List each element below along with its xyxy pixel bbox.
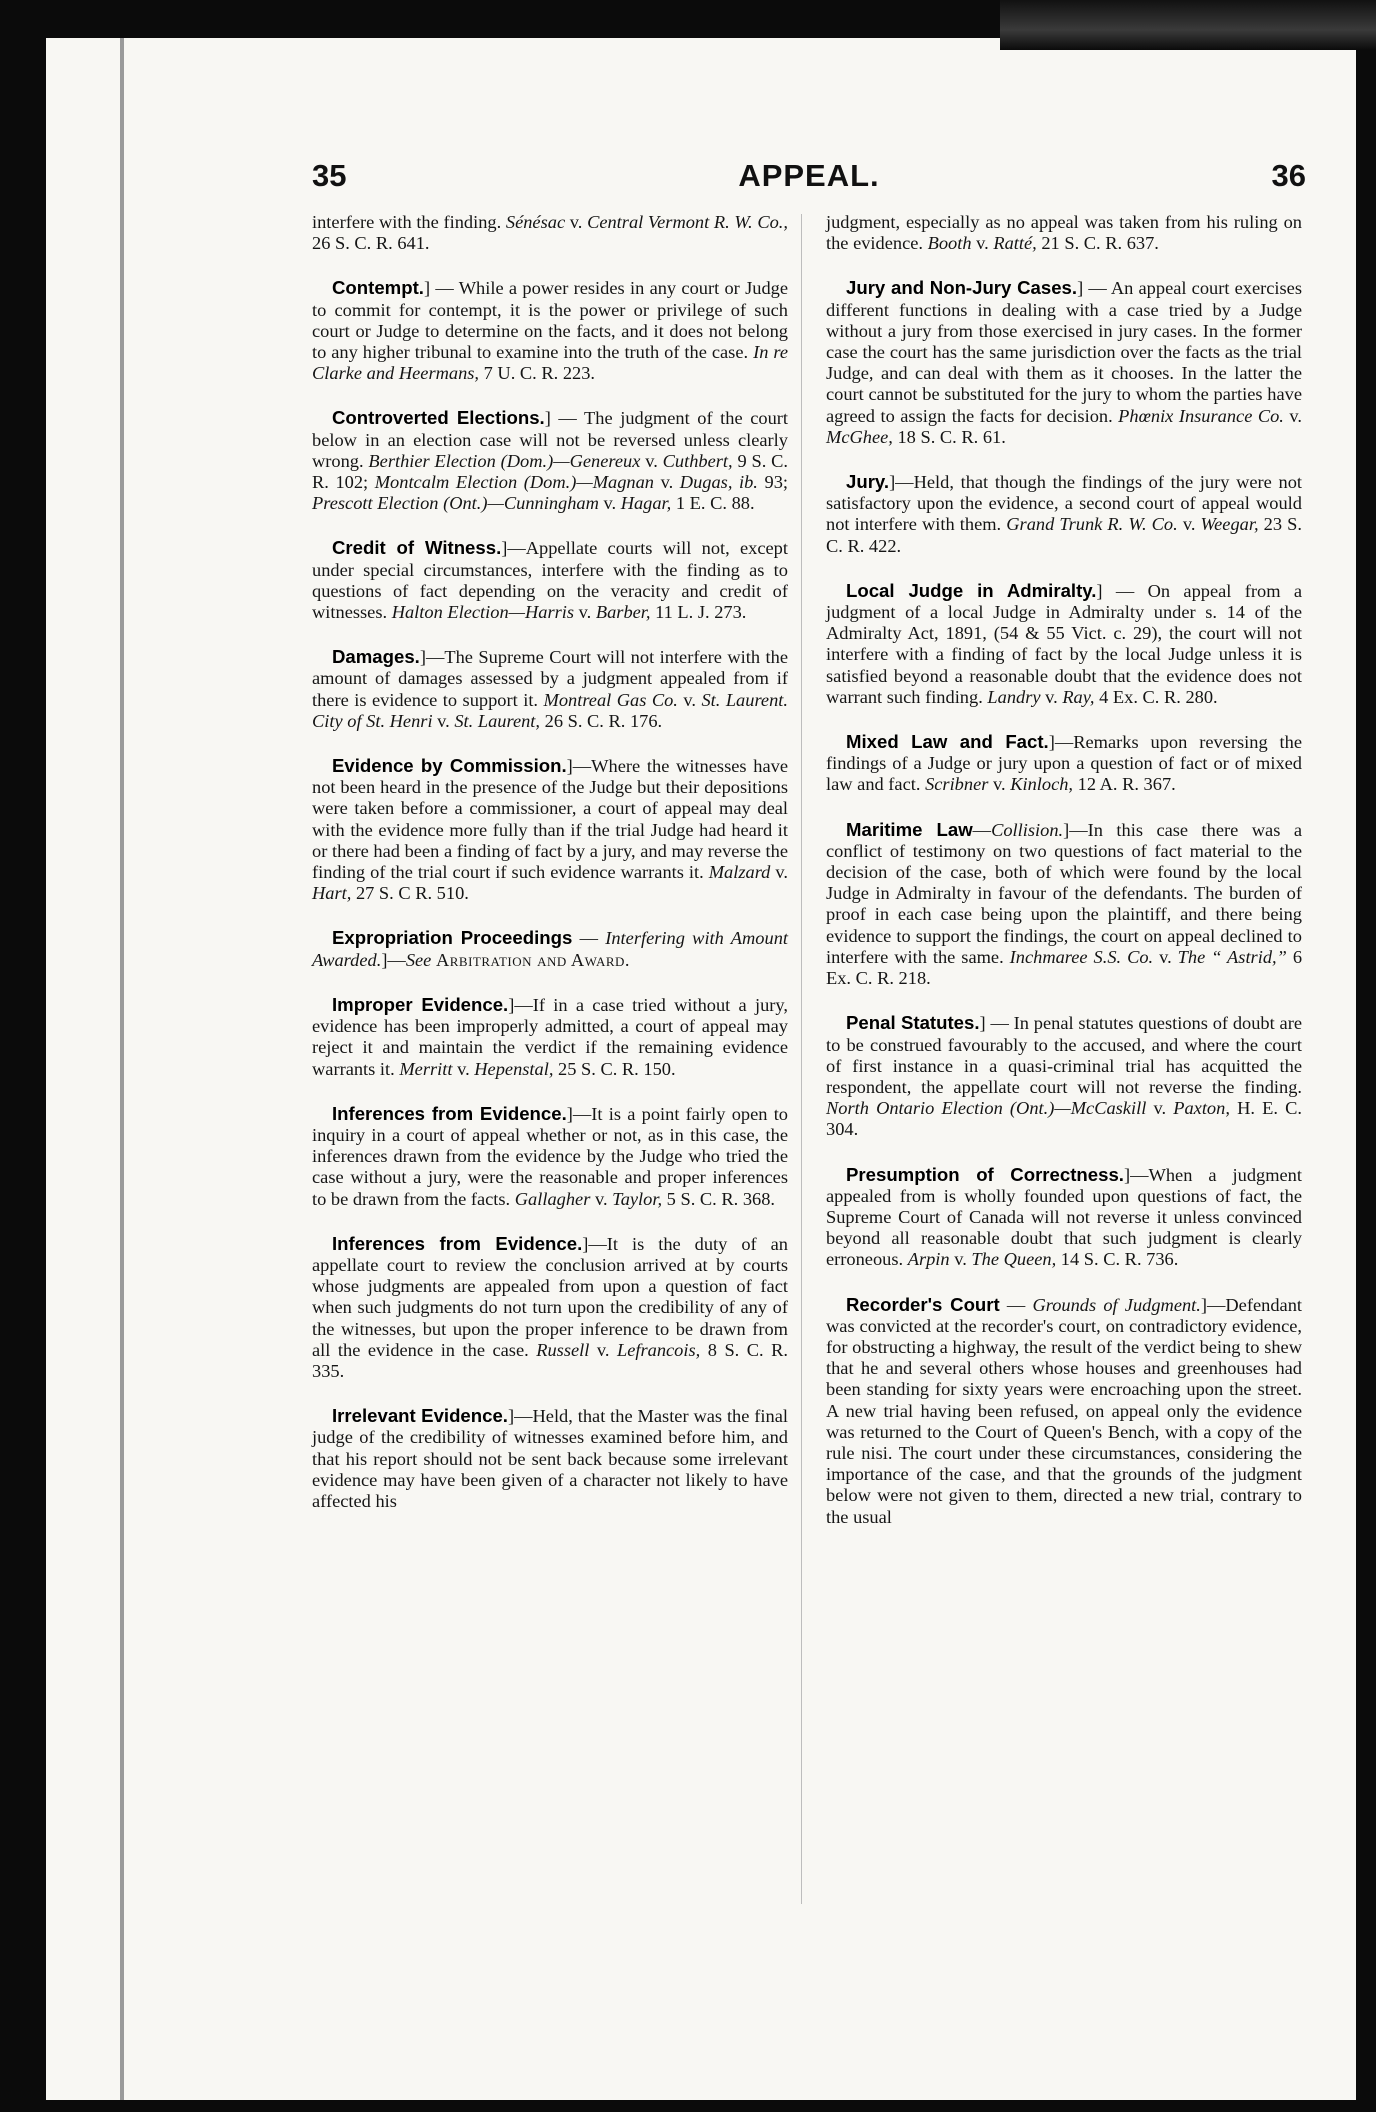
entry-text: — <box>572 928 606 949</box>
entry-text: ]—When a judgment appealed from is wholly founded upon questions of fact, the Supreme Court of Canada will not reverse it unless convinced beyond all reasonable doubt that such judgment is clearly erroneous. <box>826 1164 1302 1270</box>
entry-heading: Inferences from Evidence. <box>332 1232 583 1254</box>
case-citation: Scribner <box>925 774 989 795</box>
entry-heading: Mixed Law and Fact. <box>846 731 1049 753</box>
digest-entry <box>826 1294 1302 1528</box>
entry-text: v. <box>971 233 994 254</box>
entry-heading: Contempt. <box>332 277 424 299</box>
entry-heading: Jury and Non-Jury Cases. <box>846 277 1078 299</box>
entry-text: ] — The judgment of the court below in an election case will not be reversed unless clearly wrong. <box>312 408 789 471</box>
continued-paragraph <box>826 212 1302 254</box>
entry-text: ]—It is the duty of an appellate court to review the conclusion arrived at by courts whose judgments are appealed from upon a question of fact when such judgments do not turn upon the credibility of any of the witnesses, but upon the proper inference to be drawn from all the evidence in the case. <box>312 1233 789 1360</box>
digest-entry <box>312 537 788 623</box>
entry-text: 1 E. C. 88. <box>671 493 755 514</box>
cross-reference: Arbitration and Award. <box>435 949 631 970</box>
case-citation: Taylor, <box>612 1188 663 1209</box>
entry-text: interfere with the finding. <box>312 212 506 232</box>
case-citation: Interfering with Amount Awarded. <box>312 928 788 970</box>
case-citation: The Queen, <box>971 1249 1057 1270</box>
page-number-right: 36 <box>1271 158 1306 193</box>
case-citation: Central Vermont R. W. Co., <box>587 212 788 232</box>
entry-text: 11 L. J. 273. <box>650 602 747 623</box>
entry-heading: Irrelevant Evidence. <box>332 1405 508 1427</box>
entry-text: v. <box>654 472 680 493</box>
entry-text: v. <box>1153 946 1178 967</box>
entry-text: v. <box>988 774 1011 795</box>
entry-text: v. <box>589 1339 617 1360</box>
case-citation: Cuthbert, <box>662 450 733 471</box>
case-citation: Collision. <box>991 819 1064 840</box>
entry-text: ] — An appeal court exercises different functions in dealing with a case tried by a Judge without a jury from those exercised in jury cases. In the former case the court has the same jurisdiction over the facts as the trial Judge, and can deal with them as it chooses. In the latter the court cannot be substituted for the jury to whom the parties have agreed to assign the facts for decision. <box>826 278 1302 426</box>
continued-paragraph <box>312 212 788 254</box>
case-citation: Paxton, <box>1173 1098 1230 1119</box>
case-citation: Ratté, <box>993 233 1037 254</box>
entry-text: 7 U. C. R. 223. <box>479 363 596 384</box>
digest-entry <box>826 1164 1302 1271</box>
digest-entry <box>312 277 788 384</box>
case-citation: Grounds of Judgment. <box>1032 1294 1201 1315</box>
case-citation: Hepenstal, <box>474 1058 554 1079</box>
entry-text: v. <box>1040 686 1063 707</box>
running-title: APPEAL. <box>738 158 880 193</box>
entry-text: ] — While a power resides in any court or Judge to commit for contempt, it is the power or privilege of such court or Judge to determine on the facts, and it does not belong to any higher tribunal to examine into the truth of the case. <box>312 278 788 363</box>
digest-entry <box>312 1233 788 1382</box>
entry-text: 23 S. C. R. 422. <box>826 514 1302 556</box>
entry-heading: Expropriation Proceedings <box>332 927 573 949</box>
digest-entry <box>312 927 788 970</box>
entry-text: v. <box>565 212 588 232</box>
entry-text: v. <box>677 689 702 710</box>
entry-text: 12 A. R. 367. <box>1073 774 1176 795</box>
entry-text: 25 S. C. R. 150. <box>553 1058 676 1079</box>
entry-text: v. <box>452 1058 475 1079</box>
entry-text: ]—Held, that though the findings of the jury were not satisfactory upon the evidence, a second court of appeal would not interfere with them. <box>826 472 1302 535</box>
digest-entry <box>312 994 788 1080</box>
entry-text: 8 S. C. R. 335. <box>312 1339 789 1381</box>
case-citation: Grand Trunk R. W. Co. <box>1006 514 1178 535</box>
right-column <box>826 212 1302 1551</box>
case-citation: Weegar, <box>1200 514 1259 535</box>
binding-shadow <box>120 38 124 2100</box>
case-citation: St. Laurent, <box>454 710 541 731</box>
case-citation: Ray, <box>1062 686 1095 707</box>
entry-text: — <box>999 1294 1033 1315</box>
case-citation: Merritt <box>399 1058 453 1079</box>
entry-text: v. <box>598 493 621 514</box>
digest-entry <box>826 731 1302 796</box>
case-citation: Montcalm Election (Dom.)—Magnan <box>374 472 655 493</box>
case-citation: Prescott Election (Ont.)—Cunningham <box>312 493 599 514</box>
case-citation: In re Clarke and Heermans, <box>312 342 788 384</box>
page-number-left: 35 <box>312 158 347 193</box>
entry-text: ]—Held, that the Master was the final judge of the credibility of witnesses examined before him, and that his report should not be sent back because some irrelevant evidence may have been given of a character not likely to have affected his <box>312 1406 788 1511</box>
entry-heading: Credit of Witness. <box>332 537 502 559</box>
entry-text: v. <box>1177 514 1201 535</box>
entry-text: 5 S. C. R. 368. <box>662 1188 775 1209</box>
entry-text: 14 S. C. R. 736. <box>1056 1249 1179 1270</box>
column-divider <box>801 214 802 1904</box>
entry-text: ]—The Supreme Court will not interfere with the amount of damages assessed by a judgment appealed from if there is evidence to support it. <box>312 647 788 710</box>
case-citation: Lefrancois, <box>616 1339 701 1360</box>
case-citation: Gallagher <box>514 1188 591 1209</box>
entry-text: ] — On appeal from a judgment of a local Judge in Admiralty under s. 14 of the Admiralty Act, 1891, (54 & 55 Vict. c. 29), the court will not interfere with a finding of fact by the local Judge unless it is satisfied beyond a reasonable doubt that the evidence does not warrant such finding. <box>826 580 1302 707</box>
case-citation: Dugas, ib. <box>679 472 758 493</box>
case-citation: North Ontario Election (Ont.)—McCaskill <box>826 1098 1147 1119</box>
entry-text: ]—Where the witnesses have not been heard in the presence of the Judge but their depositions were taken before a commissioner, a court of appeal may deal with the evidence more fully than if the trial Judge had heard it or there had been a finding of fact by a jury, and may reverse the finding of the trial court if such evidence warrants it. <box>312 756 788 883</box>
case-citation: Kinloch, <box>1010 774 1074 795</box>
entry-heading: Damages. <box>332 646 420 668</box>
entry-text: judgment, especially as no appeal was taken from his ruling on the evidence. <box>826 212 1302 254</box>
entry-text: v. <box>1283 405 1302 426</box>
case-citation: Inchmaree S.S. Co. <box>1009 946 1154 967</box>
case-citation: Malzard <box>708 862 771 883</box>
entry-text: ]—In this case there was a conflict of testimony on two questions of fact material to the decision of the case, both of which were found by the local Judge in Admiralty in favour of the defendants. The burden of proof in each case being upon the plaintiff, and there being evidence to support the findings, the court on appeal declined to interfere with the same. <box>826 819 1303 967</box>
entry-heading: Penal Statutes. <box>846 1012 980 1034</box>
digest-entry <box>826 471 1302 557</box>
left-column <box>312 212 788 1535</box>
entry-text: v. <box>949 1249 972 1270</box>
entry-text: v. <box>640 450 663 471</box>
digest-entry <box>826 277 1302 448</box>
entry-text: v. <box>770 862 788 883</box>
digest-entry <box>826 819 1302 990</box>
entry-heading: Evidence by Commission. <box>332 755 567 777</box>
entry-text: 9 S. C. R. 102; <box>312 450 788 493</box>
case-citation: Berthier Election (Dom.)—Genereux <box>368 450 641 471</box>
digest-entry <box>312 1405 788 1512</box>
entry-text: ]—Defendant was convicted at the recorder's court, on contradictory evidence, for obstructing a highway, the result of the verdict being to shew that he and several others whose houses and greenhouses had been standing for sixty years were encroaching upon the street. A new trial having been refused, on appeal only the evidence was returned to the Court of Queen's Bench, with a copy of the rule nisi. The court under these circumstances, considering the importance of the case, and that the grounds of the judgment below were not given to them, directed a new trial, contrary to the usual <box>826 1294 1302 1527</box>
entry-text: v. <box>590 1188 613 1209</box>
case-citation: Halton Election—Harris <box>391 602 575 623</box>
case-citation: Montreal Gas Co. <box>543 689 678 710</box>
running-head <box>312 158 1306 198</box>
entry-heading: Jury. <box>846 471 890 493</box>
case-citation: Booth <box>927 233 972 254</box>
entry-text: 26 S. C. R. 641. <box>312 233 430 254</box>
case-citation: See <box>405 949 432 970</box>
entry-text: 93; <box>757 472 789 493</box>
case-citation: Arpin <box>907 1249 950 1270</box>
digest-entry <box>312 407 788 514</box>
case-citation: The “ Astrid,” <box>1177 946 1287 967</box>
entry-text: v. <box>574 602 596 623</box>
entry-heading: Local Judge in Admiralty. <box>846 579 1097 601</box>
digest-entry <box>826 1012 1302 1140</box>
entry-text: v. <box>432 710 455 731</box>
case-citation: Sénésac <box>505 212 566 232</box>
case-citation: Hart, <box>312 883 352 904</box>
scan-edge <box>1000 0 1376 50</box>
entry-heading: Maritime Law <box>846 818 973 840</box>
entry-heading: Controverted Elections. <box>332 407 545 429</box>
digest-entry <box>312 646 788 732</box>
digest-entry <box>312 1103 788 1210</box>
entry-text: v. <box>1146 1098 1174 1119</box>
case-citation: Barber, <box>595 602 651 623</box>
entry-heading: Inferences from Evidence. <box>332 1102 567 1124</box>
entry-text: ]—It is a point fairly open to inquiry in a court of appeal whether or not, as in this case, the inferences drawn from the evidence by the Judge who tried the case without a jury, were the reasonable and proper inferences to be drawn from the facts. <box>312 1103 788 1209</box>
digest-entry <box>826 580 1302 708</box>
case-citation: Russell <box>536 1339 590 1360</box>
entry-text: ]—If in a case tried without a jury, evidence has been improperly admitted, a court of appeal may reject it and maintain the verdict if the remaining evidence warrants it. <box>312 994 788 1079</box>
entry-text: 4 Ex. C. R. 280. <box>1094 686 1218 707</box>
case-citation: Hagar, <box>620 493 672 514</box>
entry-text: H. E. C. 304. <box>826 1098 1302 1140</box>
case-citation: McGhee, <box>826 426 893 447</box>
case-citation: St. Laurent. City of St. Henri <box>312 689 788 731</box>
entry-text: 6 Ex. C. R. 218. <box>826 946 1303 989</box>
entry-text: ]—Appellate courts will not, except under special circumstances, interfere with the finding as to questions of fact depending on the veracity and credit of witnesses. <box>312 538 788 623</box>
entry-text: 18 S. C. R. 61. <box>892 426 1006 447</box>
digest-entry <box>312 755 788 904</box>
entry-text: 27 S. C R. 510. <box>351 883 469 904</box>
case-citation: Landry <box>987 686 1041 707</box>
entry-text: ]—Remarks upon reversing the findings of a Judge or jury upon a question of fact or of mixed law and fact. <box>826 732 1303 795</box>
entry-heading: Presumption of Correctness. <box>846 1163 1124 1185</box>
entry-text: — <box>972 819 992 840</box>
entry-heading: Recorder's Court <box>846 1293 1000 1315</box>
entry-text: ]— <box>381 949 406 970</box>
entry-text: 26 S. C. R. 176. <box>540 710 663 731</box>
entry-text: ] — In penal statutes questions of doubt are to be construed favourably to the accused, and where the court of first instance in a quasi-criminal trial has acquitted the respondent, the appellate court will not reverse the finding. <box>826 1013 1302 1097</box>
entry-text: 21 S. C. R. 637. <box>1036 233 1159 254</box>
entry-heading: Improper Evidence. <box>332 993 509 1015</box>
case-citation: Phœnix Insurance Co. <box>1118 405 1284 426</box>
